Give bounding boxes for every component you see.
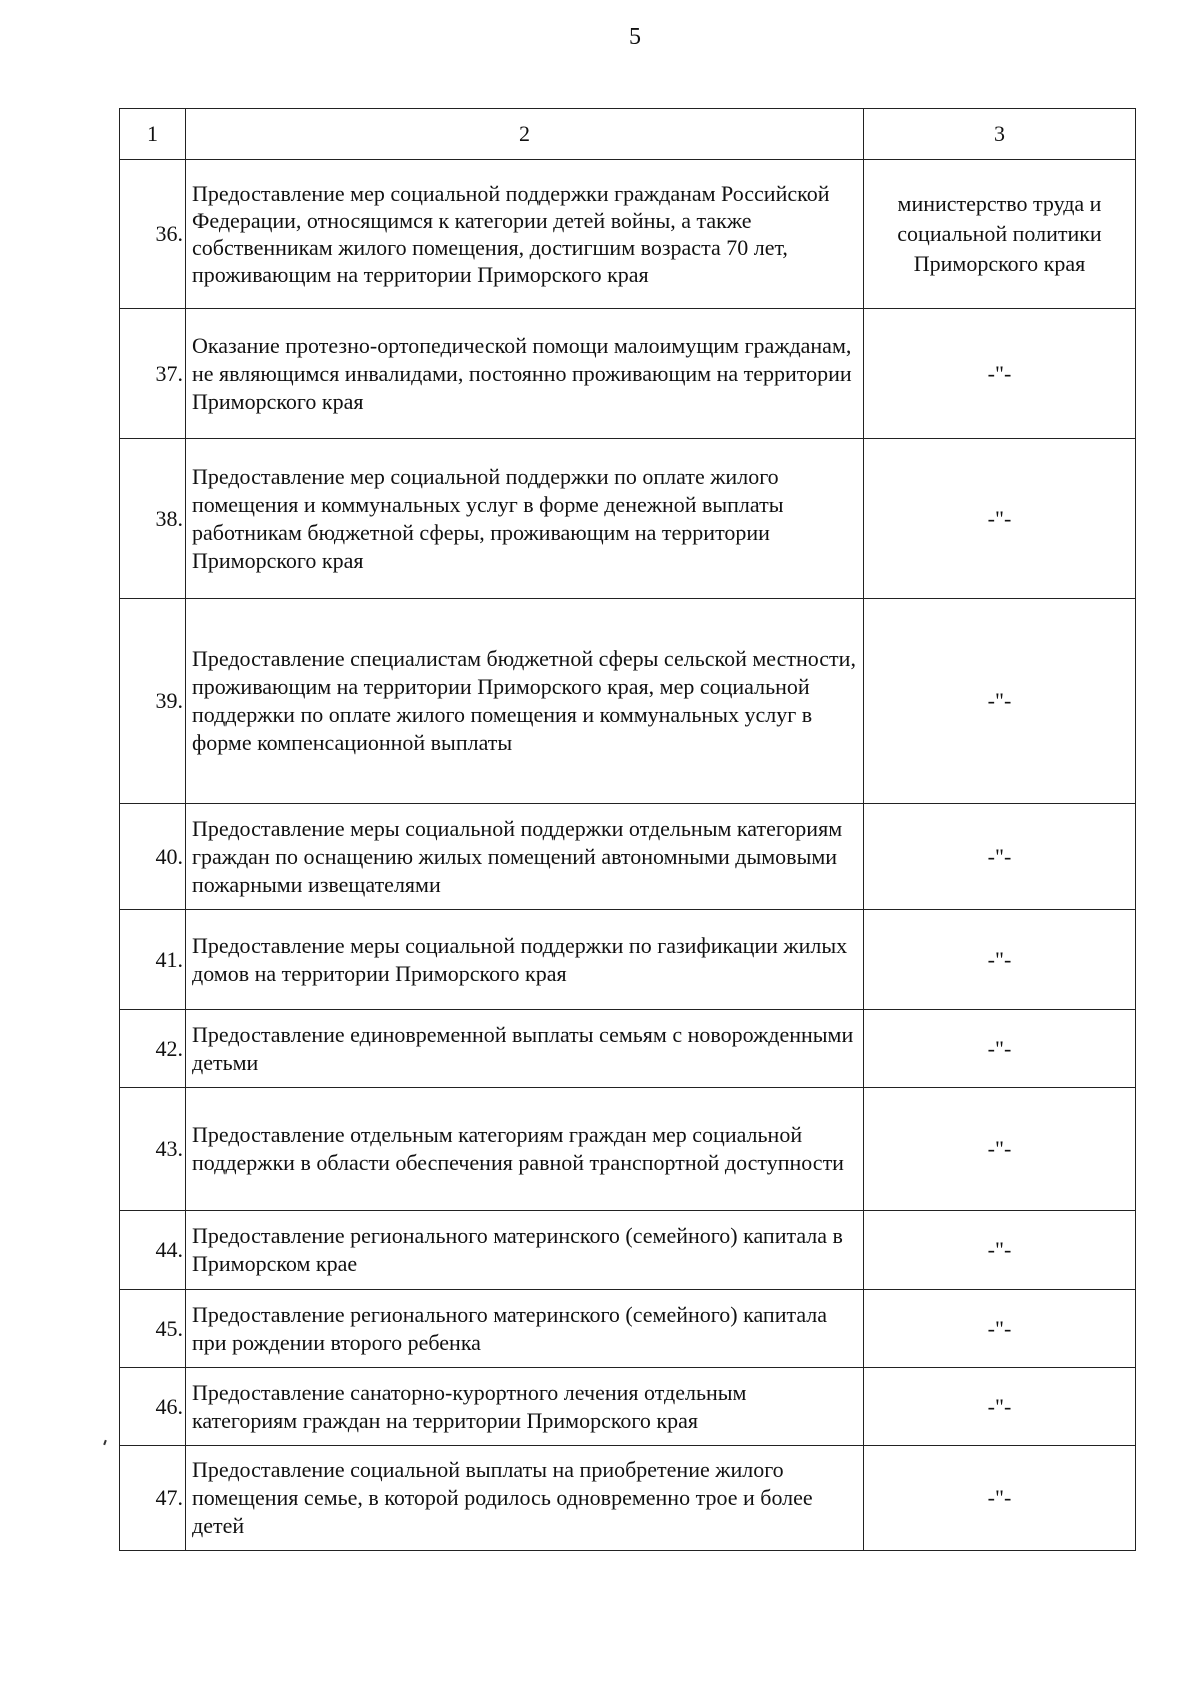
row-description: Предоставление мер социальной поддержки по оплате жилого помещения и коммунальных услуг в форме денежной выплаты работникам бюджетной сферы, проживающим на территории Приморского края: [186, 439, 864, 599]
row-organization: -"-: [864, 439, 1136, 599]
row-description: Предоставление специалистам бюджетной сферы сельской местности, проживающим на территории Приморского края, мер социальной поддержки по оплате жилого помещения и коммунальных услуг в форме компенсационной выплаты: [186, 599, 864, 804]
row-organization: -"-: [864, 1446, 1136, 1551]
row-organization: -"-: [864, 1290, 1136, 1368]
row-number: 46.: [120, 1368, 186, 1446]
table-row: [120, 1088, 1136, 1211]
header-col-1: 1: [120, 109, 186, 160]
table-row: [120, 439, 1136, 599]
row-organization: -"-: [864, 804, 1136, 910]
row-organization: -"-: [864, 1368, 1136, 1446]
table-row: [120, 160, 1136, 309]
table-row: [120, 804, 1136, 910]
row-number: 44.: [120, 1211, 186, 1290]
row-organization: -"-: [864, 599, 1136, 804]
services-table: [119, 108, 1136, 1551]
row-description: Предоставление меры социальной поддержки отдельным категориям граждан по оснащению жилых помещений автономными дымовыми пожарными извещателями: [186, 804, 864, 910]
table-row: [120, 1368, 1136, 1446]
table-row: [120, 599, 1136, 804]
table-row: [120, 1211, 1136, 1290]
row-number: 36.: [120, 160, 186, 309]
row-number: 47.: [120, 1446, 186, 1551]
row-organization: -"-: [864, 309, 1136, 439]
row-number: 37.: [120, 309, 186, 439]
header-col-2: 2: [186, 109, 864, 160]
row-number: 45.: [120, 1290, 186, 1368]
row-description: Предоставление социальной выплаты на приобретение жилого помещения семье, в которой родилось одновременно трое и более детей: [186, 1446, 864, 1551]
row-organization: -"-: [864, 910, 1136, 1010]
row-number: 38.: [120, 439, 186, 599]
row-description: Предоставление регионального материнского (семейного) капитала в Приморском крае: [186, 1211, 864, 1290]
table-row: [120, 1446, 1136, 1551]
row-organization: -"-: [864, 1211, 1136, 1290]
row-organization: -"-: [864, 1088, 1136, 1211]
row-organization: министерство труда и социальной политики Приморского края: [864, 160, 1136, 309]
header-col-3: 3: [864, 109, 1136, 160]
row-description: Предоставление регионального материнского (семейного) капитала при рождении второго ребенка: [186, 1290, 864, 1368]
row-number: 39.: [120, 599, 186, 804]
row-description: Предоставление санаторно-курортного лечения отдельным категориям граждан на территории Приморского края: [186, 1368, 864, 1446]
table-row: [120, 1010, 1136, 1088]
row-description: Предоставление отдельным категориям граждан мер социальной поддержки в области обеспечения равной транспортной доступности: [186, 1088, 864, 1211]
row-description: Предоставление мер социальной поддержки гражданам Российской Федерации, относящимся к категории детей войны, а также собственникам жилого помещения, достигшим возраста 70 лет, проживающим на территории Приморского края: [186, 160, 864, 309]
scan-artifact: [103, 1440, 107, 1445]
row-number: 40.: [120, 804, 186, 910]
table-row: [120, 1290, 1136, 1368]
table-row: [120, 910, 1136, 1010]
row-description: Оказание протезно-ортопедической помощи малоимущим гражданам, не являющимся инвалидами, постоянно проживающим на территории Приморского края: [186, 309, 864, 439]
table-header-row: [120, 109, 1136, 160]
row-number: 42.: [120, 1010, 186, 1088]
page-number: 5: [629, 24, 641, 50]
row-number: 41.: [120, 910, 186, 1010]
row-description: Предоставление меры социальной поддержки по газификации жилых домов на территории Приморского края: [186, 910, 864, 1010]
row-organization: -"-: [864, 1010, 1136, 1088]
table-row: [120, 309, 1136, 439]
row-number: 43.: [120, 1088, 186, 1211]
row-description: Предоставление единовременной выплаты семьям с новорожденными детьми: [186, 1010, 864, 1088]
